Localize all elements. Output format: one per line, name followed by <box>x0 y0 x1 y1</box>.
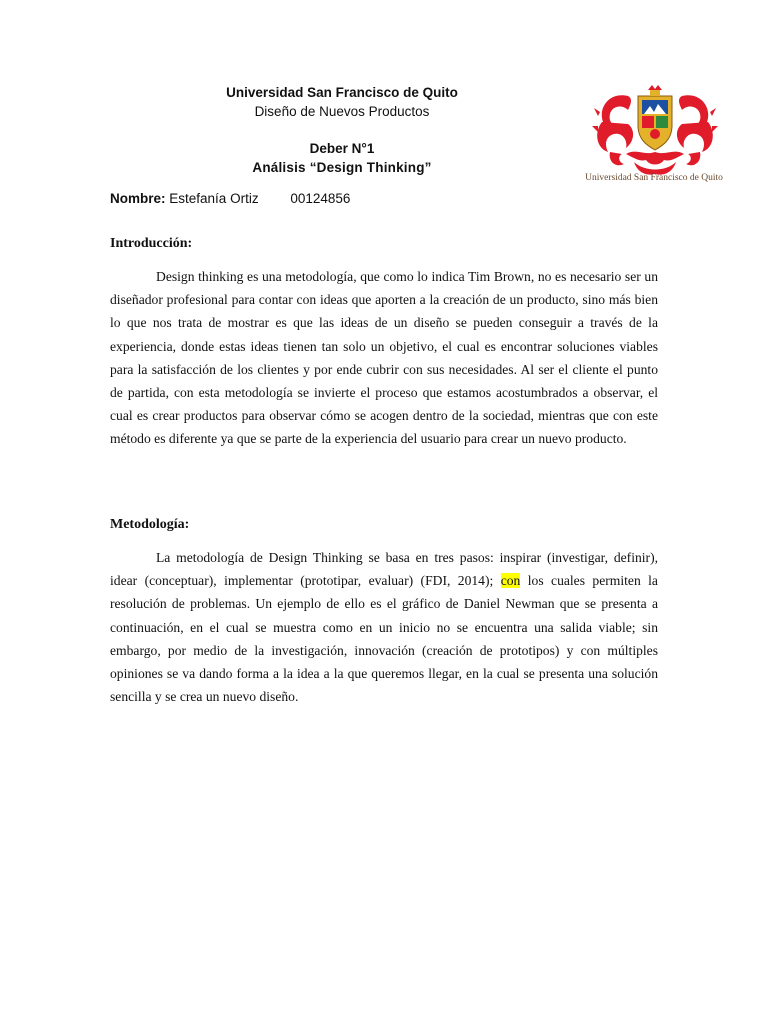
student-id: 00124856 <box>290 191 351 206</box>
methodology-text-end: los cuales permiten la resolución de problemas. Un ejemplo de ello es el gráfico de Daniel Newman que se presenta a continuación, en el cual se muestra como en un inicio no se encuentra una salida viable; sin embargo, por medio de la investigación, innovación (creación de prototipos) y con múltiples opiniones se va dando forma a la idea a la que queremos llegar, en la cual se presenta una solución sencilla y se crea un nuevo diseño. <box>110 573 658 705</box>
introduction-heading: Introducción: <box>110 236 193 251</box>
student-name-label: Nombre: <box>110 191 166 206</box>
assignment-number: Deber N°1 <box>309 141 375 156</box>
methodology-text-start: La metodología de Design Thinking se basa en tres pasos: inspirar (investigar, definir), idear (conceptuar), implementar (prototipar, evaluar) (FDI, 2014); <box>110 550 658 589</box>
highlighted-word: con <box>500 573 521 589</box>
introduction-paragraph <box>110 265 658 451</box>
methodology-paragraph <box>110 546 658 708</box>
university-name: Universidad San Francisco de Quito <box>226 85 458 100</box>
student-name: Estefanía Ortiz <box>169 191 259 206</box>
student-line <box>110 190 350 207</box>
assignment-subtitle: Análisis “Design Thinking” <box>252 160 432 175</box>
logo-caption: Universidad San Francisco de Quito <box>585 173 723 183</box>
introduction-text: Design thinking es una metodología, que como lo indica Tim Brown, no es necesario ser un diseñador profesional para contar con ideas que aporten a la creación de un producto, sino más bien lo que nos trata de mostrar es que las ideas de un diseño se pueden conseguir a través de la experiencia, donde estas ideas tienen tan solo un objetivo, el cual es encontrar soluciones viables para la satisfacción de los clientes y por ende cubrir con sus necesidades. Al ser el cliente el punto de partida, con esta metodología se invierte el proceso que estamos acostumbrados a observar, el cual es crear productos para observar cómo se acogen dentro de la sociedad, mientras que con este método es diferente ya que se parte de la experiencia del usuario para crear un nuevo producto. <box>110 269 658 447</box>
document-header <box>220 84 464 176</box>
methodology-text <box>110 546 658 708</box>
course-name: Diseño de Nuevos Productos <box>254 104 430 119</box>
methodology-heading: Metodología: <box>110 517 190 532</box>
